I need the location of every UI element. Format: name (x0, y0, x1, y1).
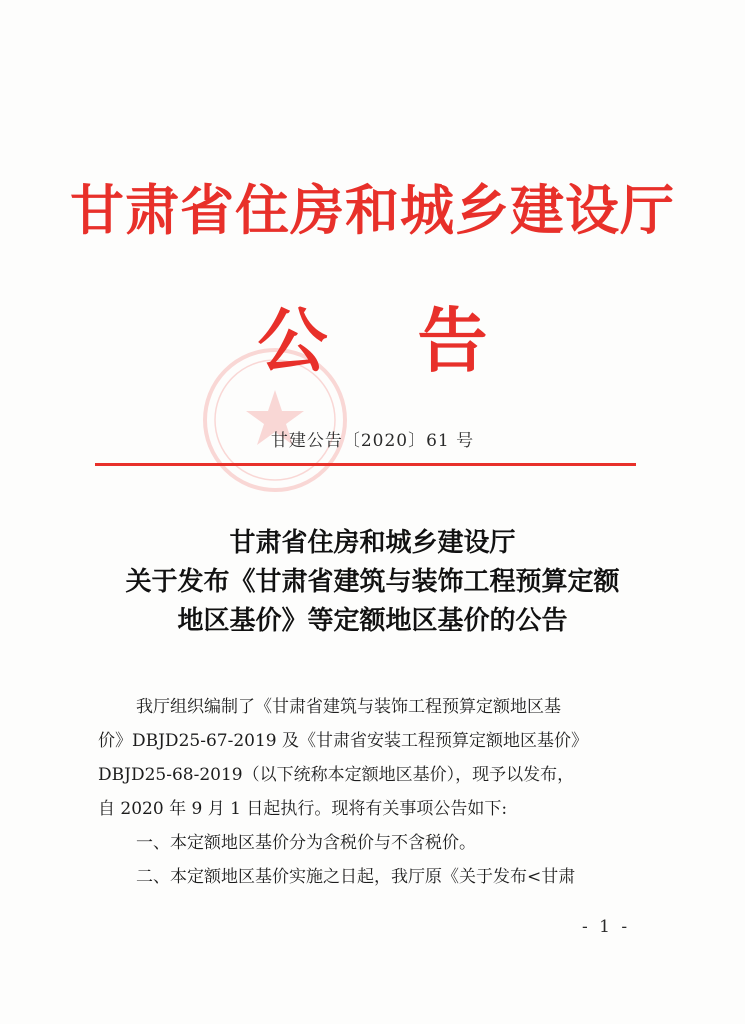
page-number: - 1 - (582, 917, 631, 937)
body-line: DBJD25-68-2019（以下统称本定额地区基价），现予以发布， (98, 765, 575, 785)
body-line: 自 2020 年 9 月 1 日起执行。现将有关事项公告如下: (98, 799, 508, 819)
announcement-title (0, 524, 745, 641)
document-number: 甘建公告〔2020〕61 号 (270, 431, 475, 451)
body-line: 二、本定额地区基价实施之日起，我厅原《关于发布<甘肃 (136, 867, 576, 887)
red-divider (95, 463, 636, 466)
body-line: 我厅组织编制了《甘肃省建筑与装饰工程预算定额地区基 (136, 697, 561, 717)
document-kind-heading: 公告 (257, 299, 578, 382)
title-line-2: 关于发布《甘肃省建筑与装饰工程预算定额 (125, 567, 620, 597)
issuer-heading: 甘肃省住房和城乡建设厅 (70, 178, 675, 242)
body-line: 一、本定额地区基价分为含税价与不含税价。 (136, 833, 476, 853)
body-text (98, 690, 638, 894)
body-line: 价》DBJD25-67-2019 及《甘肃省安装工程预算定额地区基价》 (98, 731, 588, 751)
title-line-1: 甘肃省住房和城乡建设厅 (229, 528, 516, 558)
title-line-3: 地区基价》等定额地区基价的公告 (177, 606, 568, 636)
